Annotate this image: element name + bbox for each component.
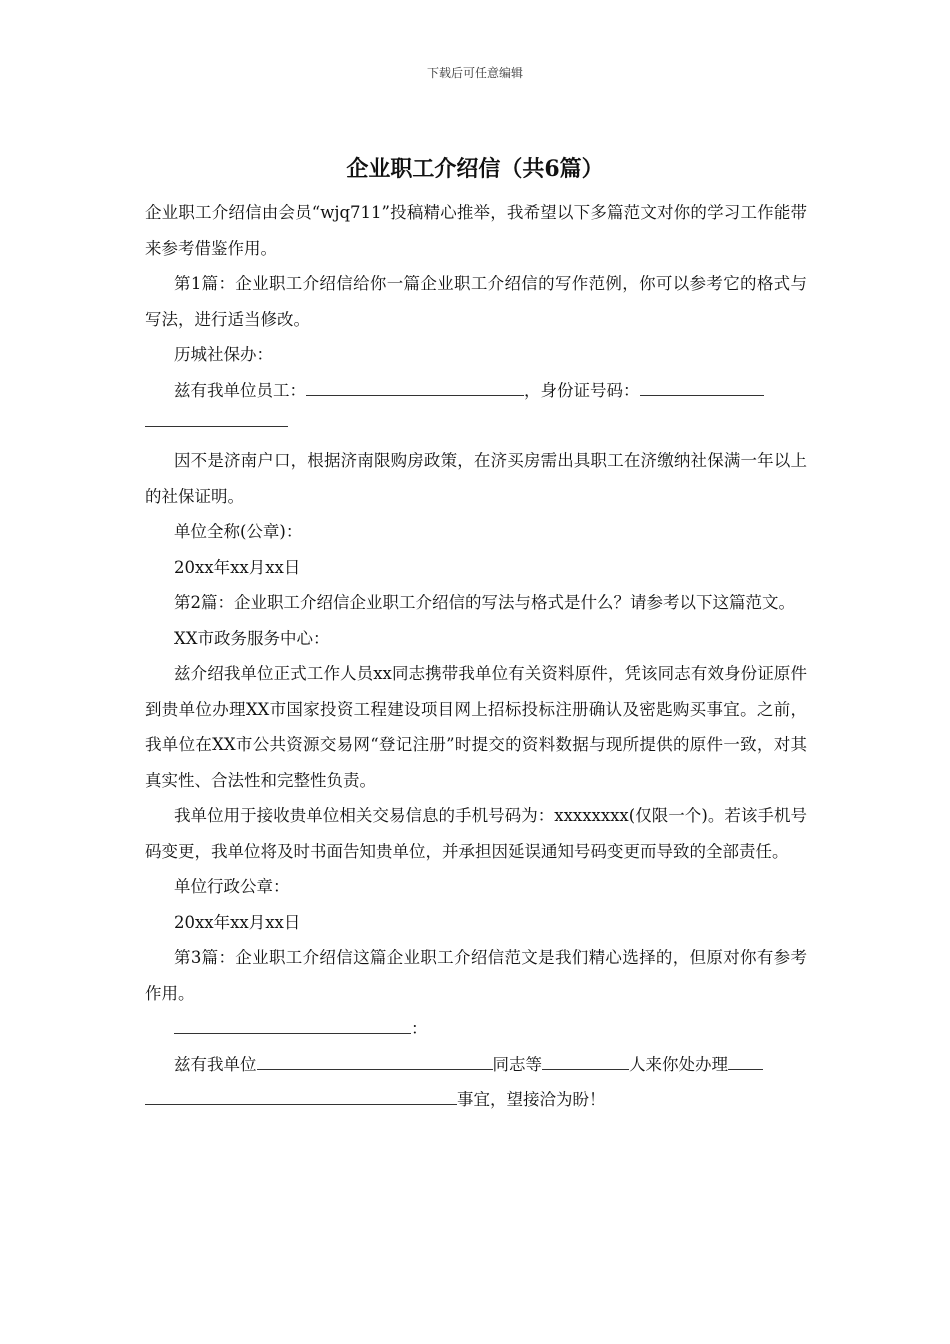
label: 事宜，望接洽为盼！	[457, 1090, 606, 1109]
signature-label: 单位全称(公章)：	[174, 522, 303, 541]
blank-field	[542, 1053, 629, 1070]
closing-line	[145, 1082, 807, 1118]
label: ，身份证号码：	[524, 380, 640, 400]
intro-paragraph: 企业职工介绍信由会员“wjq711”投稿精心推举，我希望以下多篇范文对你的学习工作能带来参考借鉴作用。	[145, 203, 807, 258]
blank-field	[640, 379, 764, 396]
paragraph: 兹介绍我单位正式工作人员xx同志携带我单位有关资料原件，凭该同志有效身份证原件到贵单位办理XX市国家投资工程建设项目网上招标投标注册确认及密匙购买事宜。之前，我单位在XX市公共资源交易网“登记注册”时提交的资料数据与现所提供的原件一致，对其真实性、合法性和完整性负责。	[145, 664, 807, 790]
blank-field	[306, 379, 524, 396]
employee-line	[145, 373, 807, 409]
paragraph: 第1篇：企业职工介绍信给你一篇企业职工介绍信的写作范例，你可以参考它的格式与写法，进行适当修改。	[145, 274, 807, 329]
blank-field	[174, 1017, 411, 1034]
blank-line	[145, 408, 807, 443]
salutation: XX市政务服务中心：	[174, 628, 330, 648]
blank-field	[257, 1053, 493, 1070]
paragraph: 因不是济南户口，根据济南限购房政策，在济买房需出具职工在济缴纳社保满一年以上的社保证明。	[145, 451, 807, 506]
label: ：	[411, 1019, 428, 1038]
paragraph: 第2篇：企业职工介绍信企业职工介绍信的写法与格式是什么？请参考以下这篇范文。	[174, 593, 795, 612]
signature-label: 单位行政公章：	[174, 877, 290, 896]
label: 兹有我单位员工：	[174, 380, 306, 400]
label: 人来你处办理	[629, 1054, 728, 1074]
page-title: 企业职工介绍信（共6篇）	[346, 156, 604, 182]
date: 20xx年xx月xx日	[174, 557, 301, 577]
salutation: 历城社保办：	[174, 345, 273, 364]
label: 兹有我单位	[174, 1054, 257, 1074]
addressee-line	[145, 1011, 807, 1047]
paragraph: 我单位用于接收贵单位相关交易信息的手机号码为：xxxxxxxx(仅限一个)。若该手机号码变更，我单位将及时书面告知贵单位，并承担因延误通知号码变更而导致的全部责任。	[145, 806, 807, 861]
date: 20xx年xx月xx日	[174, 912, 301, 932]
paragraph: 第3篇：企业职工介绍信这篇企业职工介绍信范文是我们精心选择的，但原对你有参考作用。	[145, 948, 807, 1003]
blank-field	[728, 1053, 763, 1070]
request-line	[145, 1047, 807, 1083]
header-note: 下载后可任意编辑	[426, 66, 523, 80]
blank-field	[145, 1088, 457, 1105]
label: 同志等	[492, 1054, 542, 1074]
document-body	[145, 195, 807, 1118]
